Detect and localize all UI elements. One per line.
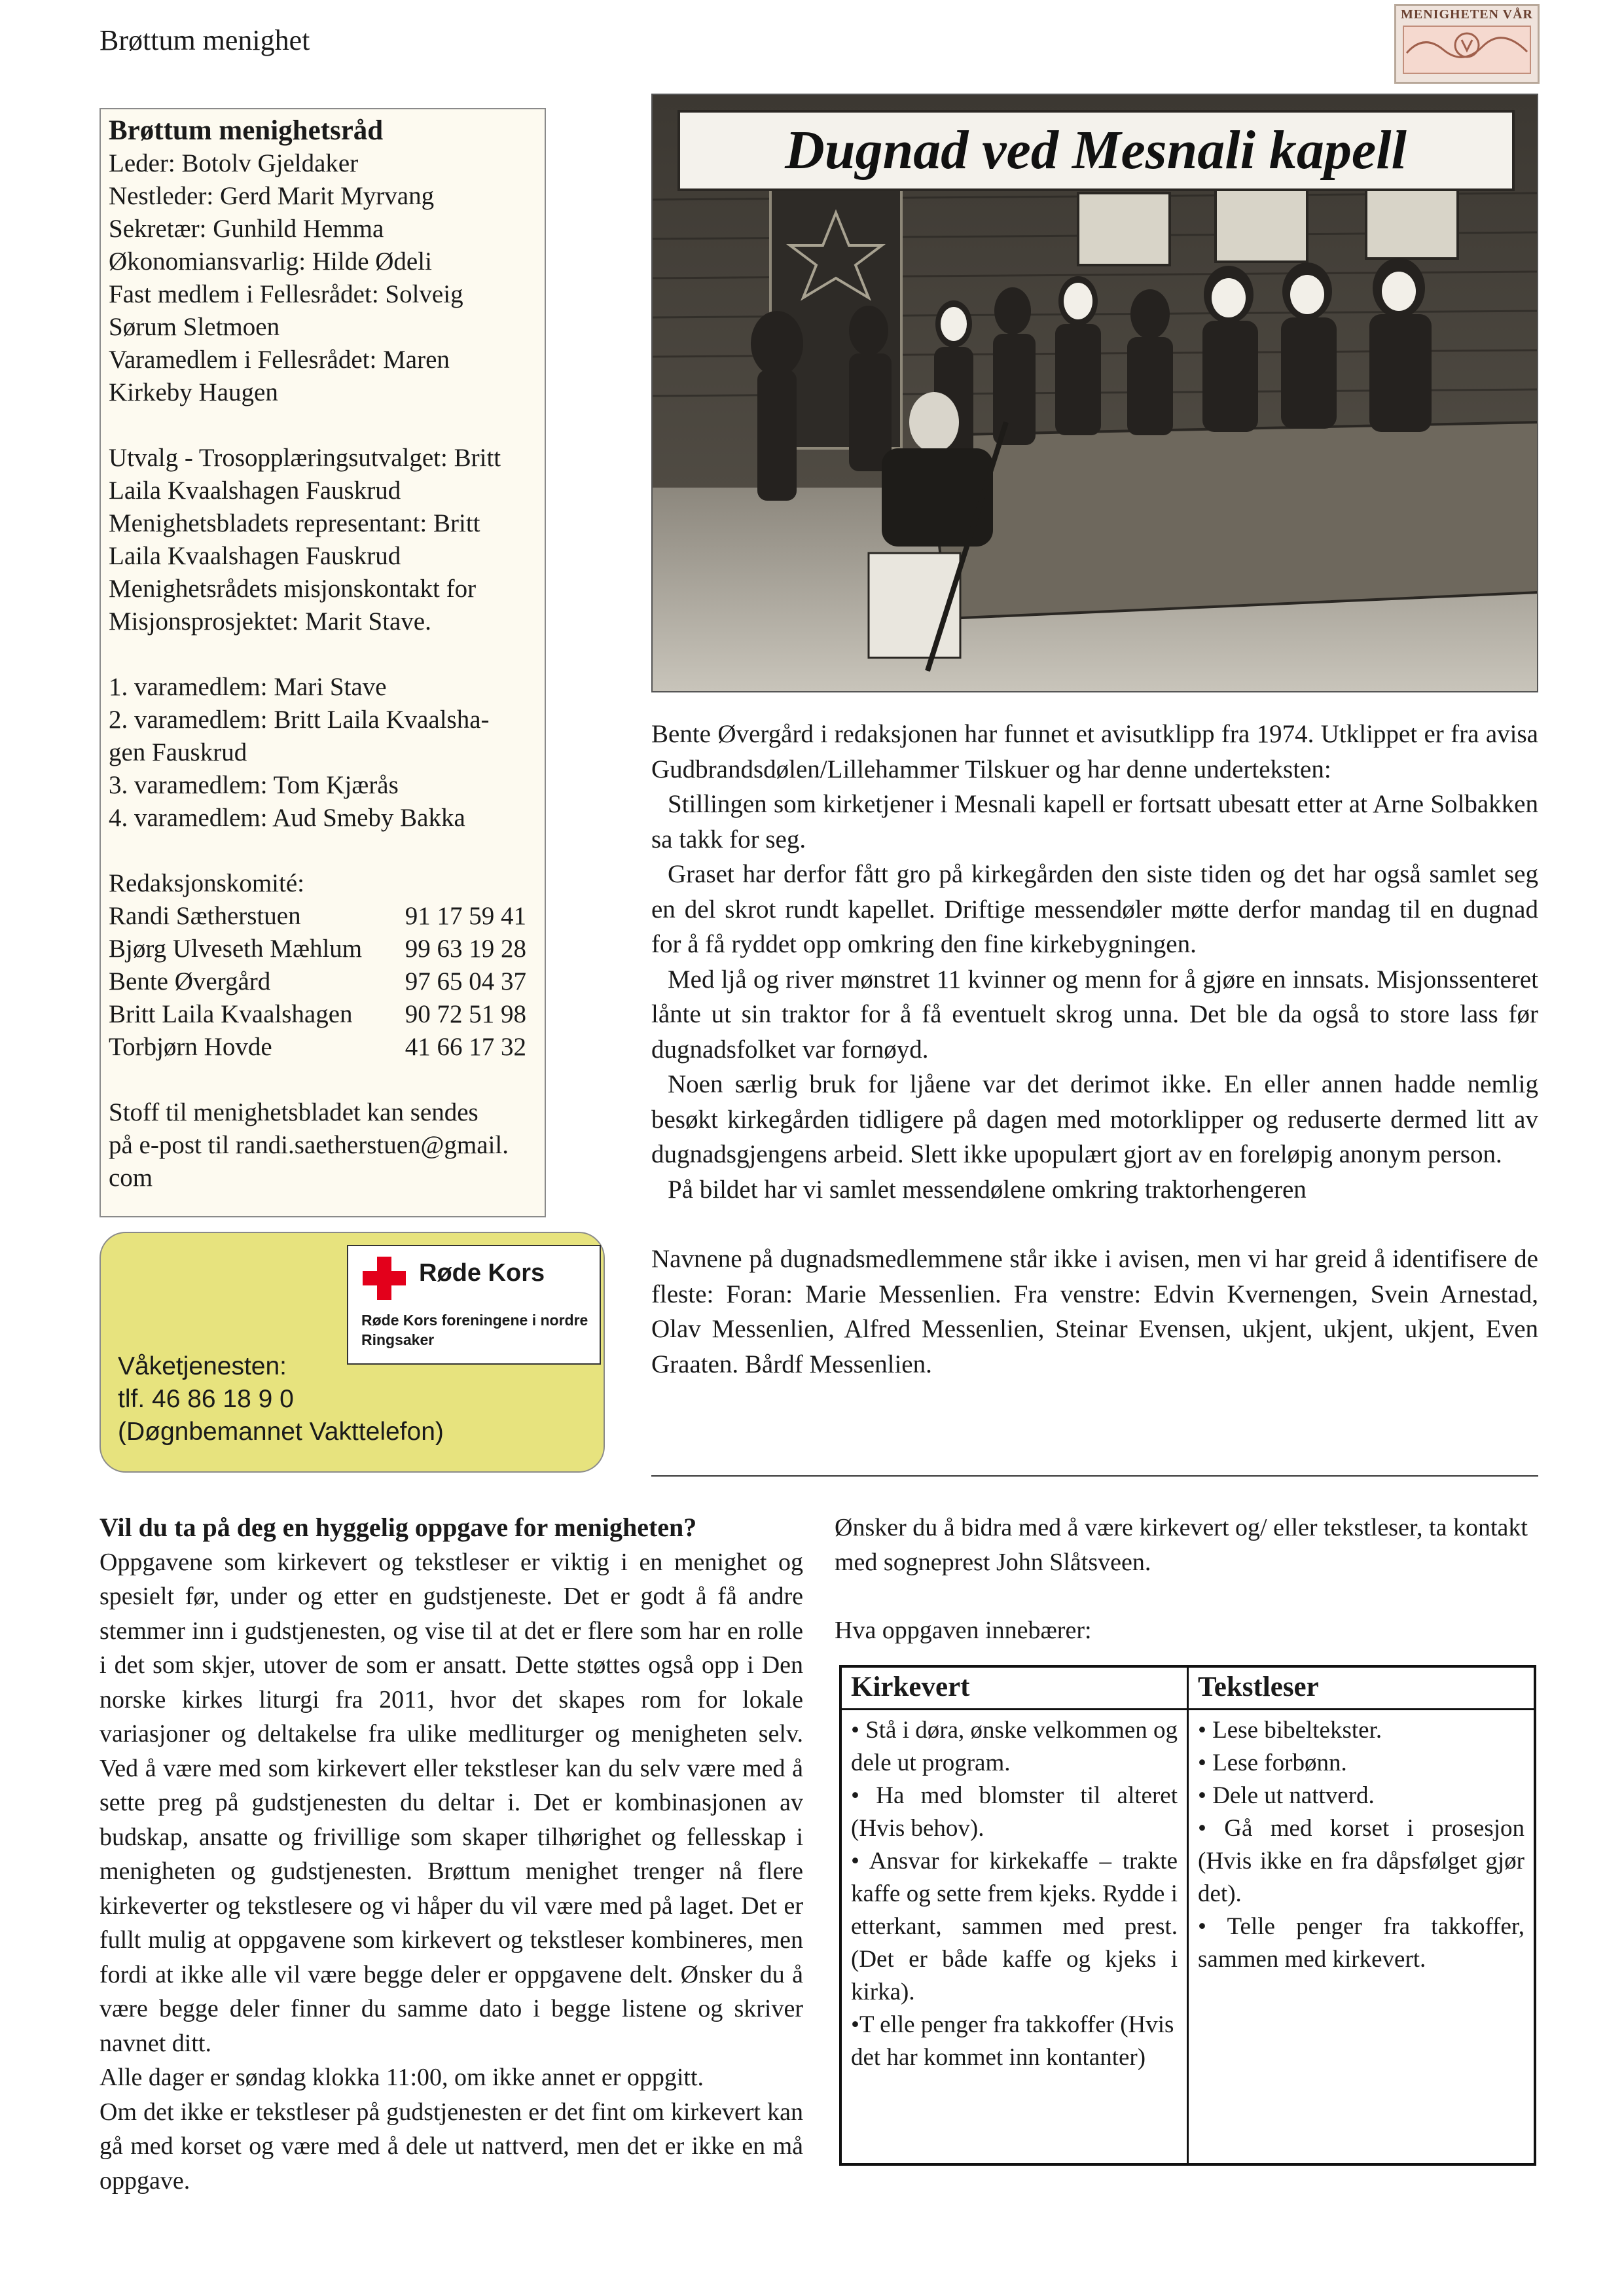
committee-line: Misjonsprosjektet: Marit Stave. xyxy=(109,607,431,636)
editor-phone: 99 63 19 28 xyxy=(405,935,526,963)
editor-phone: 97 65 04 37 xyxy=(405,967,526,996)
duty-item: • Dele ut nattverd. xyxy=(1198,1782,1375,1809)
duty-item: • Telle penger fra takkoffer, sammen med kirkevert. xyxy=(1198,1913,1525,1973)
task-paragraph: Oppgavene som kirkevert og tekstleser er viktig i en menighet og spesielt før, under og etter en gudstjeneste. Det er godt å få andre stemmer inn i gudstjenesten, og vise til at det er flere som har en rolle i det som skjer, utover de som er ansatt. Dette støttes også opp i Den norske kirkes liturgi fra 2011, hvor det skapes rom for lokale variasjoner og deltakelse fra ulike medliturger og menigheten selv. Ved å være med som kirkevert eller tekstleser kan du selv være med å sette preg på gudstjenesten du deltar i. Det er kombinasjonen av budskap, ansatte og frivillige som skaper tilhørighet og fellesskap i menigheten og gudstjenesten. Brøttum menighet trenger nå flere kirkeverter og tekstlesere og vi håper du vil være med på laget. Det er fullt mulig at oppgavene som kirkevert og tekstleser kombineres, men fordi at ikke alle vil være begge deler er oppgavene delt. Ønsker du å være begge deler finner du samme dato i begge listene og skriver navnet ditt. xyxy=(99,1548,803,2057)
deputy-line: 3. varamedlem: Tom Kjærås xyxy=(109,771,399,799)
editor-phone: 90 72 51 98 xyxy=(405,1000,526,1028)
council-member-line: Kirkeby Haugen xyxy=(109,378,278,406)
council-member-line: Sekretær: Gunhild Hemma xyxy=(109,215,384,243)
editor-name: Bjørg Ulveseth Mæhlum xyxy=(109,935,363,963)
editor-name: Bente Øvergård xyxy=(109,967,271,996)
submit-line: på e-post til randi.saetherstuen@gmail. xyxy=(109,1131,509,1159)
task-paragraph: Om det ikke er tekstleser på gudstjenesten er det fint om kirkevert kan gå med korset og være med å dele ut nattverd, men det er ikke en må oppgave. xyxy=(99,2098,803,2195)
duties-intro: Hva oppgaven innebærer: xyxy=(835,1617,1092,1644)
article-paragraph: Noen særlig bruk for ljåene var det derimot ikke. En eller annen hadde nemlig besøkt kirkegården tidligere på dagen med motorklipper og reduserte dermed litt av dugnadsgjengens arbeid. Slett ikke upopulært gjort av en foreløpig anonym person. xyxy=(651,1070,1538,1168)
editor-name: Torbjørn Hovde xyxy=(109,1033,272,1061)
volunteer-task-section xyxy=(99,1511,803,2198)
editor-phone: 91 17 59 41 xyxy=(405,902,526,930)
council-member-line: Økonomiansvarlig: Hilde Ødeli xyxy=(109,247,432,276)
service-phone: tlf. 46 86 18 9 0 xyxy=(118,1385,294,1413)
red-cross-logo xyxy=(347,1245,601,1365)
deputy-line: 4. varamedlem: Aud Smeby Bakka xyxy=(109,804,465,832)
clipping-photo-image xyxy=(653,95,1538,692)
duty-item: • Lese forbønn. xyxy=(1198,1749,1347,1776)
deputy-line: 2. varamedlem: Britt Laila Kvaalsha- xyxy=(109,706,490,734)
newspaper-clipping-photo xyxy=(651,94,1538,692)
committee-line: Laila Kvaalshagen Fauskrud xyxy=(109,542,401,570)
duty-item: • Lese bibeltekster. xyxy=(1198,1717,1382,1744)
council-member-line: Varamedlem i Fellesrådet: Maren xyxy=(109,346,450,374)
council-title: Brøttum menighetsråd xyxy=(109,115,384,146)
council-member-line: Leder: Botolv Gjeldaker xyxy=(109,149,359,177)
committee-line: Menighetsbladets representant: Britt xyxy=(109,509,480,537)
editorial-row xyxy=(109,900,537,933)
magazine-logo xyxy=(1394,4,1540,84)
article-paragraph: På bildet har vi samlet messendølene omkring traktorhengeren xyxy=(668,1175,1307,1204)
photo-banner-text: Dugnad ved Mesnali kapell xyxy=(785,120,1407,181)
tekstleser-heading: Tekstleser xyxy=(1189,1670,1534,1710)
article-text xyxy=(651,717,1538,1382)
council-member-line: Nestleder: Gerd Marit Myrvang xyxy=(109,182,435,210)
article-paragraph: Stillingen som kirketjener i Mesnali kapell er fortsatt ubesatt etter at Arne Solbakken sa takk for seg. xyxy=(651,790,1538,853)
duty-item: • Gå med korset i prosesjon (Hvis ikke en fra dåpsfølget gjør det). xyxy=(1198,1815,1525,1907)
deputy-line: 1. varamedlem: Mari Stave xyxy=(109,673,387,701)
editor-name: Randi Sætherstuen xyxy=(109,902,301,930)
council-member-line: Sørum Sletmoen xyxy=(109,313,280,341)
editorial-row xyxy=(109,998,537,1031)
article-paragraph: Bente Øvergård i redaksjonen har funnet et avisutklipp fra 1974. Utklippet er fra avisa Gudbrandsdølen/Lillehammer Tilskuer og har denne underteksten: xyxy=(651,720,1538,783)
duty-item: • Ansvar for kirkekaffe – trakte kaffe og sette frem kjeks. Rydde i etterkant, sammen med prest. (Det er både kaffe og kjeks i kirka). xyxy=(851,1848,1178,2005)
council-info-box xyxy=(99,108,546,1217)
duty-item: • Stå i døra, ønske velkommen og dele ut program. xyxy=(851,1717,1178,1776)
service-name: Våketjenesten: xyxy=(118,1352,287,1380)
task-heading: Vil du ta på deg en hyggelig oppgave for menigheten? xyxy=(99,1513,697,1542)
red-cross-name: Røde Kors xyxy=(419,1259,545,1287)
submit-line: com xyxy=(109,1164,153,1192)
editorial-title: Redaksjonskomité: xyxy=(109,869,304,897)
submit-line: Stoff til menighetsbladet kan sendes xyxy=(109,1098,478,1126)
committee-line: Utvalg - Trosopplæringsutvalget: Britt xyxy=(109,444,501,472)
editorial-row xyxy=(109,965,537,998)
page-header-title: Brøttum menighet xyxy=(99,24,310,56)
duty-item: • Ha med blomster til alteret (Hvis behov). xyxy=(851,1782,1178,1842)
logo-illustration-icon xyxy=(1404,27,1530,66)
committee-line: Menighetsrådets misjonskontakt for xyxy=(109,575,477,603)
article-paragraph: Graset har derfor fått gro på kirkegården den siste tiden og det har også samlet seg en del skrot rundt kapellet. Driftige messendøler møtte derfor mandag til en dugnad for å få ryddet opp omkring den fine kirkebygningen. xyxy=(651,860,1538,958)
editorial-row xyxy=(109,933,537,965)
committee-line: Laila Kvaalshagen Fauskrud xyxy=(109,476,401,505)
kirkevert-heading: Kirkevert xyxy=(842,1670,1187,1710)
deputy-line: gen Fauskrud xyxy=(109,738,247,766)
logo-text: MENIGHETEN VÅR xyxy=(1401,7,1533,22)
task-paragraph: Alle dager er søndag klokka 11:00, om ikke annet er oppgitt. xyxy=(99,2064,704,2091)
kirkevert-column xyxy=(842,1668,1187,2163)
red-cross-icon xyxy=(363,1257,406,1300)
editor-name: Britt Laila Kvaalshagen xyxy=(109,1000,353,1028)
contact-text: Ønsker du å bidra med å være kirkevert og/ eller tekstleser, ta kontakt med sogneprest John Slåtsveen. xyxy=(835,1514,1528,1576)
council-member-line: Fast medlem i Fellesrådet: Solveig xyxy=(109,280,463,308)
service-note: (Døgnbemannet Vakttelefon) xyxy=(118,1418,444,1446)
article-paragraph: Navnene på dugnadsmedlemmene står ikke i avisen, men vi har greid å identifisere de fleste: Foran: Marie Messenlien. Fra venstre: Edvin Kvernengen, Svein Arnestad, Olav Messenlien, Alfred Messenlien, Steinar Evensen, ukjent, ukjent, ukjent, Even Graaten. Bårdf Messenlien. xyxy=(651,1245,1538,1378)
duties-table xyxy=(839,1665,1536,2166)
duty-item: •T elle penger fra takkoffer (Hvis det har kommet inn kontanter) xyxy=(851,2011,1174,2071)
tekstleser-column xyxy=(1187,1668,1534,2163)
vaketjenesten-info xyxy=(118,1350,444,1448)
red-cross-subtitle: Røde Kors foreningene i nordre Ringsaker xyxy=(361,1312,588,1348)
section-divider xyxy=(651,1475,1538,1477)
editorial-row xyxy=(109,1031,537,1064)
editor-phone: 41 66 17 32 xyxy=(405,1033,526,1061)
article-paragraph: Med ljå og river mønstret 11 kvinner og menn for å gjøre en innsats. Misjonssenteret lånte ut sin traktor for å få eventuelt skrog unna. Det ble da også to store lass før dugnadsfolket var fornøyd. xyxy=(651,965,1538,1064)
contact-section xyxy=(835,1511,1538,1648)
